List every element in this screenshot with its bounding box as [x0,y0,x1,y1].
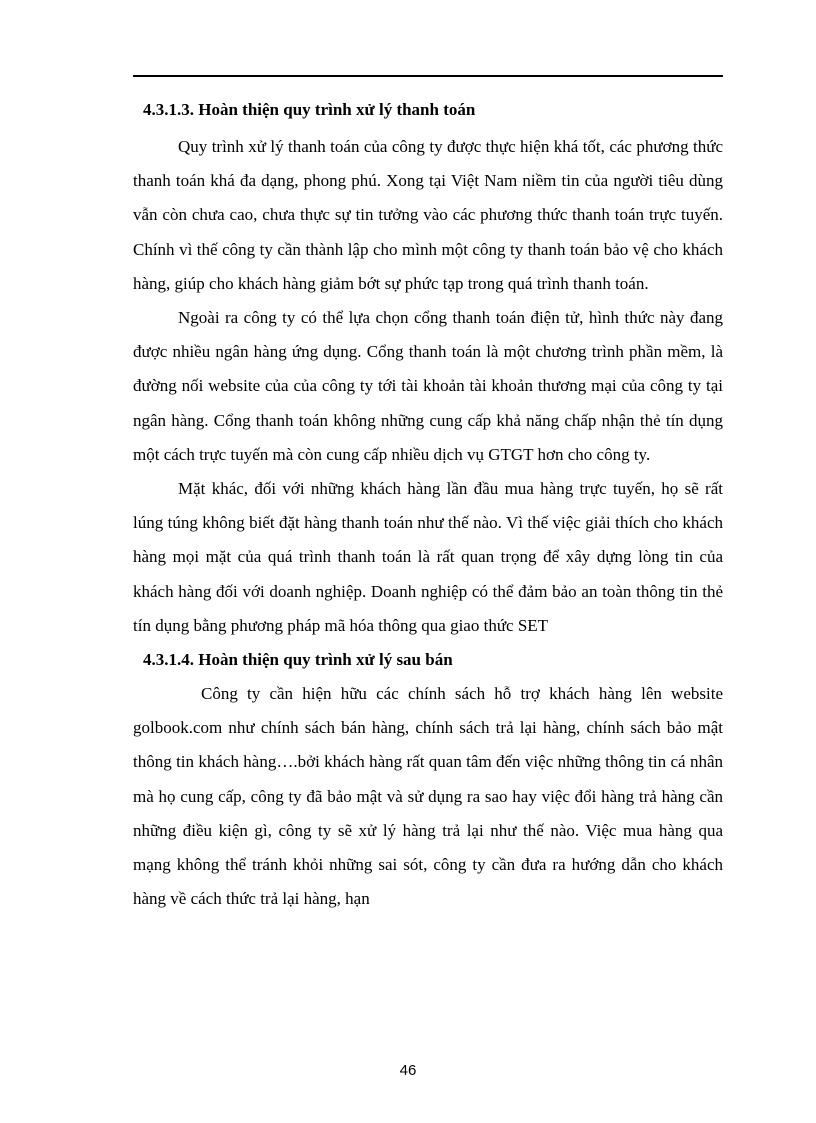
page-body [133,96,723,916]
page-number: 46 [399,1062,417,1079]
header-rule [133,75,723,77]
paragraph: Quy trình xử lý thanh toán của công ty được thực hiện khá tốt, các phương thức thanh toán khá đa dạng, phong phú. Xong tại Việt Nam niềm tin của người tiêu dùng vẫn còn chưa cao, chưa thực sự tin tưởng vào các phương thức thanh toán trực tuyến. Chính vì thế công ty cần thành lập cho mình một công ty thanh toán bảo vệ cho khách hàng, giúp cho khách hàng giảm bớt sự phức tạp trong quá trình thanh toán. [133,137,723,293]
paragraph: Ngoài ra công ty có thể lựa chọn cổng thanh toán điện tử, hình thức này đang được nhiều ngân hàng ứng dụng. Cổng thanh toán là một chương trình phần mềm, là đường nối website của của công ty tới tài khoản tài khoản thương mại của công ty tại ngân hàng. Cổng thanh toán không những cung cấp khả năng chấp nhận thẻ tín dụng một cách trực tuyến mà còn cung cấp nhiều dịch vụ GTGT hơn cho công ty. [133,308,723,464]
section-heading-4-3-1-4: 4.3.1.4. Hoàn thiện quy trình xử lý sau bán [143,650,453,670]
paragraph: Công ty cần hiện hữu các chính sách hỗ trợ khách hàng lên website golbook.com như chính sách bán hàng, chính sách trả lại hàng, chính sách bảo mật thông tin khách hàng….bởi khách hàng rất quan tâm đến việc những thông tin cá nhân mà họ cung cấp, công ty đã bảo mật và sử dụng ra sao hay việc đổi hàng trả hàng cần những điều kiện gì, công ty sẽ xử lý hàng trả lại như thế nào. Việc mua hàng qua mạng không thể tránh khỏi những sai sót, công ty cần đưa ra hướng dẫn cho khách hàng về cách thức trả lại hàng, hạn [133,684,723,909]
section-heading-4-3-1-3: 4.3.1.3. Hoàn thiện quy trình xử lý thanh toán [143,100,476,119]
paragraph: Mặt khác, đối với những khách hàng lần đầu mua hàng trực tuyến, họ sẽ rất lúng túng không biết đặt hàng thanh toán như thế nào. Vì thế việc giải thích cho khách hàng mọi mặt của quá trình thanh toán là rất quan trọng để xây dựng lòng tin của khách hàng đối với doanh nghiệp. Doanh nghiệp có thể đảm bảo an toàn thông tin thẻ tín dụng bằng phương pháp mã hóa thông qua giao thức SET [133,479,723,635]
